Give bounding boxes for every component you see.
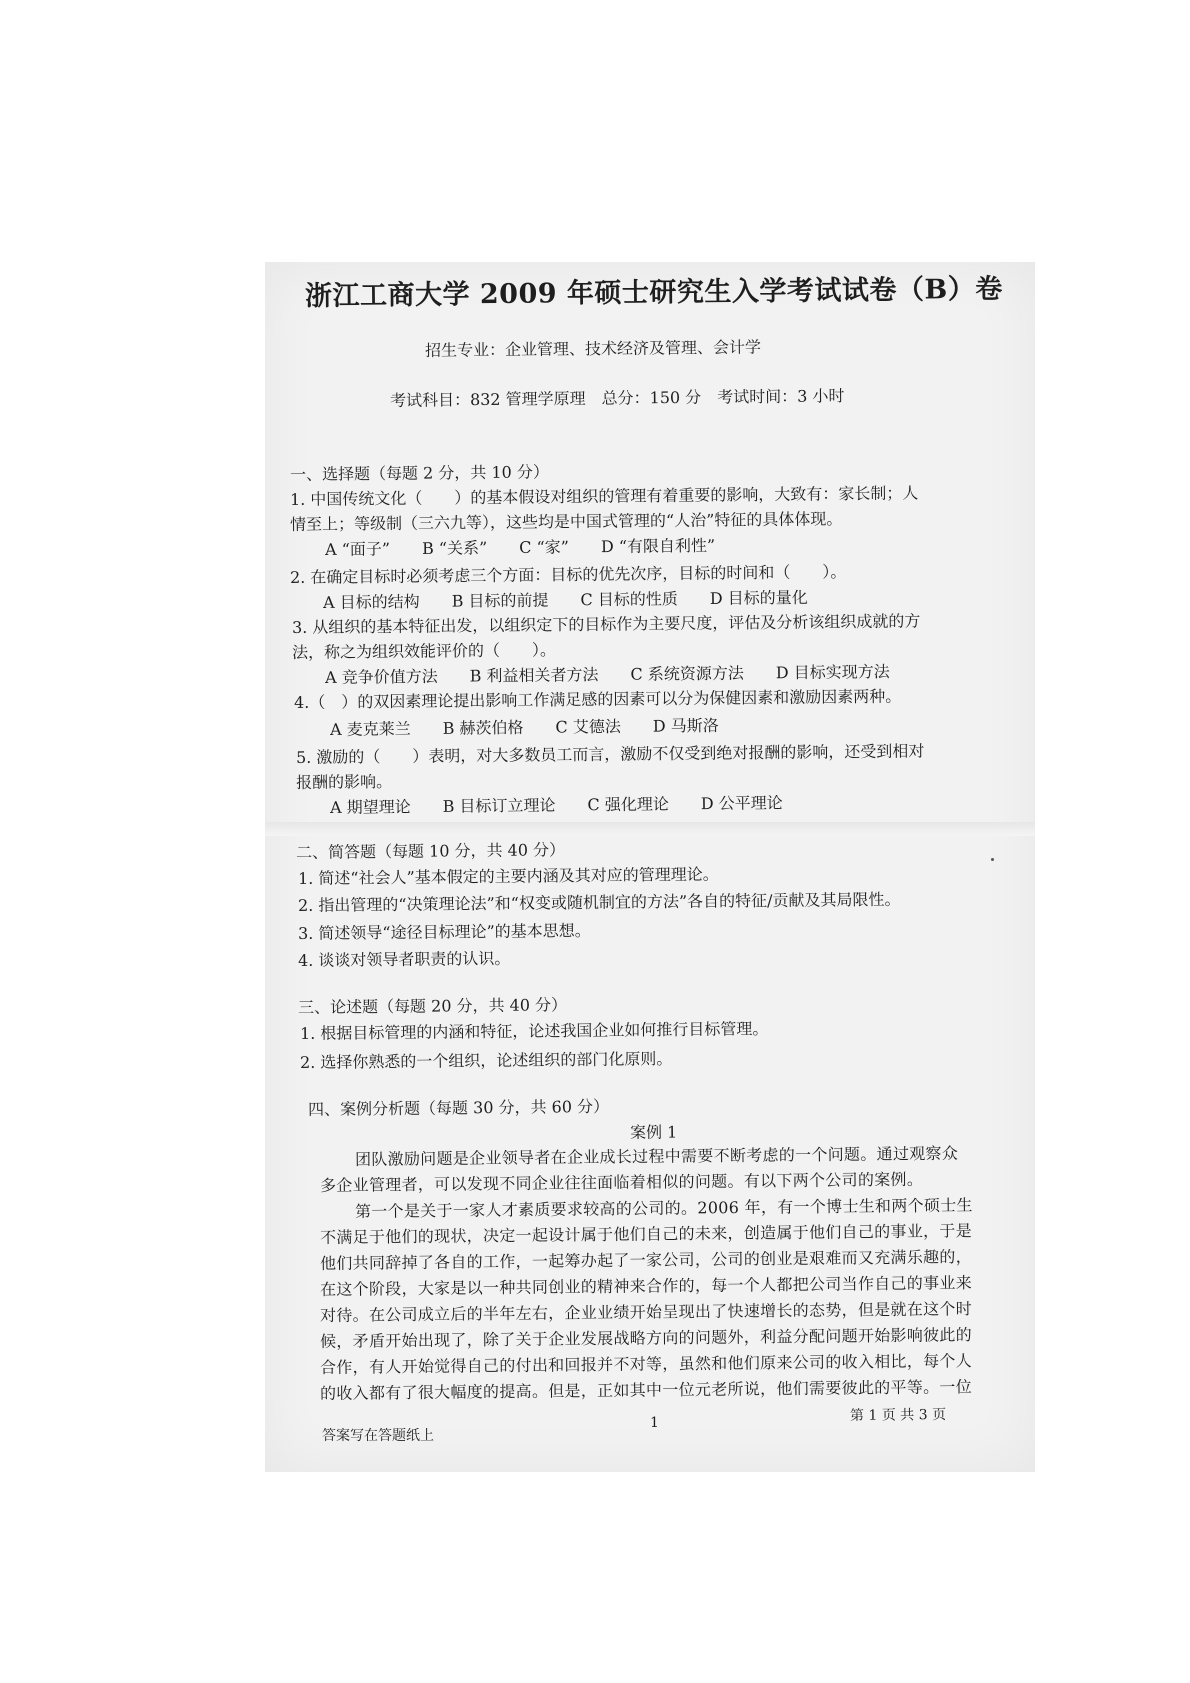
section-4-heading: 四、案例分析题（每题 30 分，共 60 分）	[307, 1096, 610, 1119]
case-paragraph-line: 对待。在公司成立后的半年左右，企业业绩开始呈现出了快速增长的态势，但是就在这个时	[319, 1299, 973, 1325]
essay-question-1: 1. 根据目标管理的内涵和特征，论述我国企业如何推行目标管理。	[299, 1019, 769, 1043]
case-paragraph-line: 多企业管理者，可以发现不同企业往往面临着相似的问题。有以下两个公司的案例。	[319, 1169, 924, 1195]
case-paragraph-line: 他们共同辞掉了各自的工作，一起筹办起了一家公司，公司的创业是艰难而又充满乐趣的，	[319, 1247, 973, 1273]
question-1-options: A “面子” B “关系” C “家” D “有限自利性”	[324, 535, 716, 559]
question-2-line-1: 2. 在确定目标时必须考虑三个方面：目标的优先次序，目标的时间和（ ）。	[289, 562, 847, 587]
answer-sheet-note: 答案写在答题纸上	[322, 1428, 434, 1444]
case-title: 案例 1	[629, 1122, 678, 1142]
case-paragraph-line: 候，矛盾开始出现了，除了关于企业发展战略方向的问题外，利益分配问题开始影响彼此的	[319, 1325, 973, 1351]
section-3-heading: 三、论述题（每题 20 分，共 40 分）	[297, 995, 568, 1017]
question-2-options: A 目标的结构 B 目标的前提 C 目标的性质 D 目标的量化	[322, 587, 808, 612]
page-number: 1	[650, 1415, 659, 1431]
case-paragraph-line: 团队激励问题是企业领导者在企业成长过程中需要不断考虑的一个问题。通过观察众	[354, 1143, 959, 1169]
case-paragraph-line: 的收入都有了很大幅度的提高。但是，正如其中一位元老所说，他们需要彼此的平等。一位	[319, 1377, 973, 1403]
case-paragraph-line: 第一个是关于一家人才素质要求较高的公司的。2006 年，有一个博士生和两个硕士生	[354, 1195, 973, 1221]
exam-subject-info: 考试科目：832 管理学原理 总分：150 分 考试时间：3 小时	[389, 386, 845, 410]
section-2-heading: 二、简答题（每题 10 分，共 40 分）	[295, 840, 566, 862]
exam-title: 浙江工商大学 2009 年硕士研究生入学考试试卷（B）卷	[304, 273, 1003, 312]
short-answer-1: 1. 简述“社会人”基本假定的主要内涵及其对应的管理理论。	[297, 864, 719, 888]
exam-major: 招生专业：企业管理、技术经济及管理、会计学	[424, 337, 762, 360]
short-answer-3: 3. 简述领导“途径目标理论”的基本思想。	[297, 920, 591, 943]
case-paragraph-line: 在这个阶段，大家是以一种共同创业的精神来合作的，每一个人都把公司当作自己的事业来	[319, 1273, 973, 1299]
question-3-line-1: 3. 从组织的基本特征出发，以组织定下的目标作为主要尺度，评估及分析该组织成就的方	[291, 611, 921, 637]
section-1-heading: 一、选择题（每题 2 分，共 10 分）	[289, 462, 549, 484]
page-of-total: 第 1 页 共 3 页	[849, 1406, 947, 1424]
question-5-options: A 期望理论 B 目标订立理论 C 强化理论 D 公平理论	[329, 793, 783, 817]
paper-fold-shadow	[265, 822, 1035, 836]
question-5-line-2: 报酬的影响。	[295, 771, 393, 792]
case-paragraph-line: 合作，有人开始觉得自己的付出和回报并不对等，虽然和他们原来公司的收入相比，每个人	[319, 1351, 973, 1377]
question-1-line-2: 情至上；等级制（三六九等），这些均是中国式管理的“人治”特征的具体体现。	[289, 509, 843, 534]
essay-question-2: 2. 选择你熟悉的一个组织，论述组织的部门化原则。	[299, 1049, 673, 1072]
scan-speck	[991, 858, 994, 861]
short-answer-4: 4. 谈谈对领导者职责的认识。	[297, 948, 511, 970]
short-answer-2: 2. 指出管理的“决策理论法”和“权变或随机制宜的方法”各自的特征/贡献及其局限性。	[297, 889, 901, 915]
question-1-line-1: 1. 中国传统文化（ ）的基本假设对组织的管理有着重要的影响，大致有：家长制；人	[289, 483, 919, 509]
question-4-line-1: 4.（ ）的双因素理论提出影响工作满足感的因素可以分为保健因素和激励因素两种。	[293, 686, 902, 712]
question-3-options: A 竞争价值方法 B 利益相关者方法 C 系统资源方法 D 目标实现方法	[324, 662, 890, 687]
question-3-line-2: 法，称之为组织效能评价的（ ）。	[291, 640, 557, 662]
question-5-line-1: 5. 激励的（ ）表明，对大多数员工而言，激励不仅受到绝对报酬的影响，还受到相对	[295, 741, 925, 767]
case-paragraph-line: 不满足于他们的现状，决定一起设计属于他们自己的未来，创造属于他们自己的事业，于是	[319, 1221, 973, 1247]
question-4-options: A 麦克莱兰 B 赫茨伯格 C 艾德法 D 马斯洛	[329, 715, 719, 739]
